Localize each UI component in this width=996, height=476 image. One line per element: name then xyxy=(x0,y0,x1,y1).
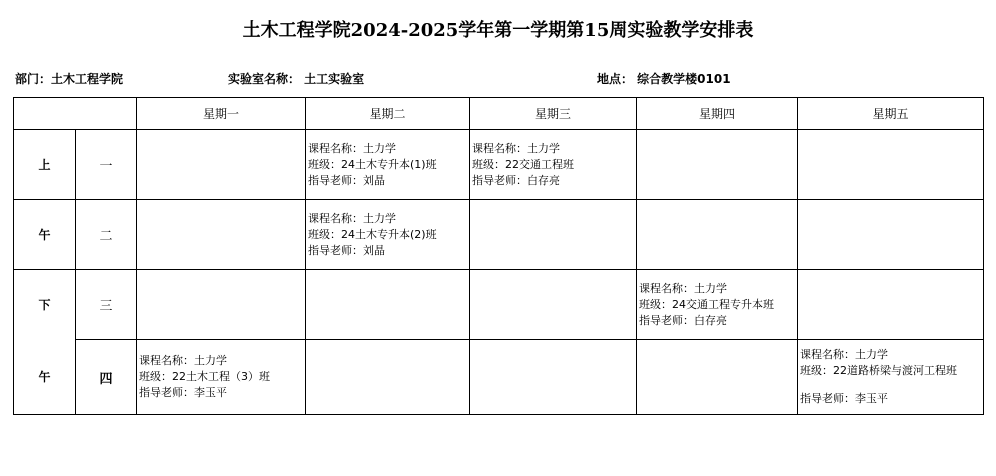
period-row-3 xyxy=(14,270,984,340)
class-name: 班级：24交通工程专升本班 xyxy=(639,297,774,311)
schedule-cell-p4-thu xyxy=(637,340,798,415)
page-title: 土木工程学院2024-2025学年第一学期第15周实验教学安排表 xyxy=(242,20,754,41)
schedule-cell-p3-wed xyxy=(470,270,637,340)
schedule-cell-p1-mon xyxy=(137,130,306,200)
schedule-cell-p2-thu xyxy=(637,200,798,270)
teacher-name: 指导老师：李玉平 xyxy=(800,392,888,405)
afternoon-label-1: 下 xyxy=(14,270,76,340)
corner-cell xyxy=(14,98,137,130)
period-label: 一 xyxy=(76,130,137,200)
class-name: 班级：22土木工程（3）班 xyxy=(139,370,270,383)
teacher-name: 指导老师：李玉平 xyxy=(139,386,227,399)
course-name: 课程名称：土力学 xyxy=(308,211,396,225)
course-name: 课程名称：土力学 xyxy=(472,141,560,155)
location-label: 地点： 综合教学楼0101 xyxy=(597,72,731,86)
header-row xyxy=(14,98,984,130)
schedule-cell-p2-fri xyxy=(798,200,984,270)
period-label: 三 xyxy=(76,270,137,340)
day-header-mon: 星期一 xyxy=(137,98,306,130)
teacher-name: 指导老师：刘晶 xyxy=(308,173,385,187)
period-label: 二 xyxy=(76,200,137,270)
teacher-name: 指导老师：白存亮 xyxy=(472,173,560,187)
period-label: 四 xyxy=(76,340,137,415)
cell-spacer xyxy=(800,379,983,391)
schedule-cell-p2-tue xyxy=(306,200,470,270)
schedule-cell-p1-wed xyxy=(470,130,637,200)
class-name: 班级：22道路桥梁与渡河工程班 xyxy=(800,364,957,377)
schedule-cell-p4-tue xyxy=(306,340,470,415)
day-header-wed: 星期三 xyxy=(470,98,637,130)
course-name: 课程名称：土力学 xyxy=(139,354,227,367)
period-row-2 xyxy=(14,200,984,270)
schedule-cell-p4-mon xyxy=(137,340,306,415)
teacher-name: 指导老师：白存亮 xyxy=(639,313,727,327)
class-name: 班级：24土木专升本(1)班 xyxy=(308,157,437,171)
day-header-fri: 星期五 xyxy=(798,98,984,130)
schedule-cell-p3-thu xyxy=(637,270,798,340)
period-row-1 xyxy=(14,130,984,200)
schedule-cell-p1-thu xyxy=(637,130,798,200)
schedule-table xyxy=(13,97,984,415)
morning-label-1: 上 xyxy=(14,130,76,200)
class-name: 班级：24土木专升本(2)班 xyxy=(308,227,437,241)
schedule-cell-p3-mon xyxy=(137,270,306,340)
course-name: 课程名称：土力学 xyxy=(639,281,727,295)
schedule-cell-p4-wed xyxy=(470,340,637,415)
schedule-cell-p1-tue xyxy=(306,130,470,200)
teacher-name: 指导老师：刘晶 xyxy=(308,243,385,257)
morning-label-2: 午 xyxy=(14,200,76,270)
lab-name-label: 实验室名称： 土工实验室 xyxy=(228,72,365,86)
course-name: 课程名称：土力学 xyxy=(308,141,396,155)
course-name: 课程名称：土力学 xyxy=(800,348,888,361)
schedule-cell-p2-mon xyxy=(137,200,306,270)
day-header-tue: 星期二 xyxy=(306,98,470,130)
department-label: 部门：土木工程学院 xyxy=(15,72,124,86)
schedule-cell-p1-fri xyxy=(798,130,984,200)
day-header-thu: 星期四 xyxy=(637,98,798,130)
schedule-cell-p3-tue xyxy=(306,270,470,340)
schedule-cell-p3-fri xyxy=(798,270,984,340)
afternoon-label-2: 午 xyxy=(14,340,76,415)
schedule-cell-p2-wed xyxy=(470,200,637,270)
period-row-4 xyxy=(14,340,984,415)
schedule-cell-p4-fri xyxy=(798,340,984,415)
class-name: 班级：22交通工程班 xyxy=(472,157,574,171)
